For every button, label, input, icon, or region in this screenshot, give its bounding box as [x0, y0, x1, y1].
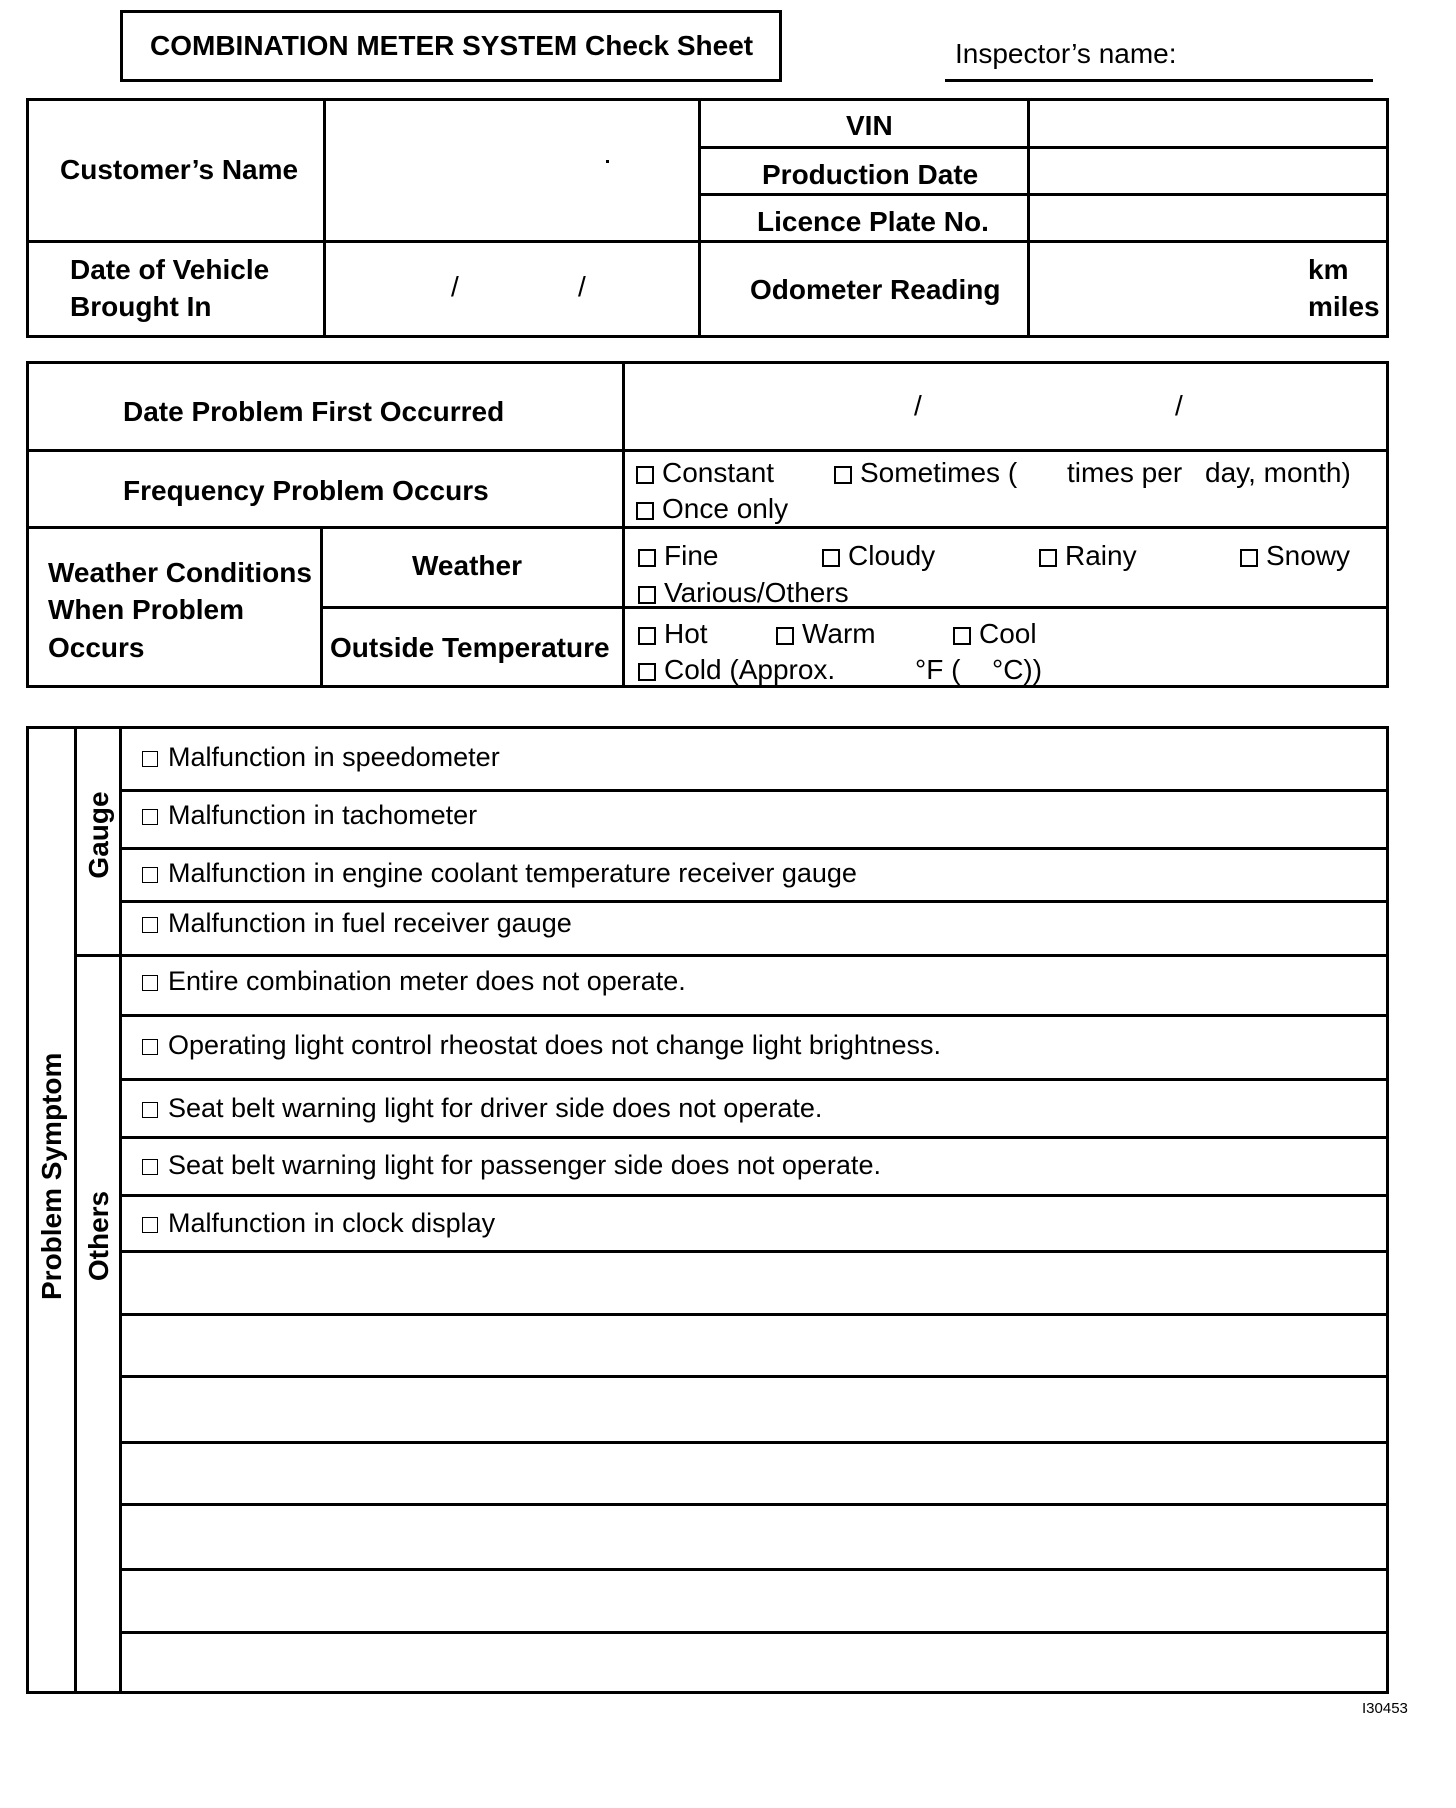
gauge-section-label: Gauge [83, 791, 114, 879]
frequency-label: Frequency Problem Occurs [123, 475, 489, 506]
customer-name-label: Customer’s Name [60, 154, 299, 185]
odometer-label: Odometer Reading [750, 274, 1001, 305]
checkbox-sometimes[interactable] [834, 466, 852, 484]
symptom-passenger-seat-belt[interactable]: Seat belt warning light for passenger side does not operate. [142, 1150, 881, 1181]
frequency-times-per-text: times per [1067, 457, 1183, 488]
odometer-unit-miles: miles [1308, 291, 1380, 322]
figure-id: I30453 [1362, 1700, 1408, 1717]
weather-conditions-label-line3: Occurs [48, 632, 145, 663]
symptom-driver-seat-belt[interactable]: Seat belt warning light for driver side does not operate. [142, 1093, 822, 1124]
weather-fine-option[interactable]: Fine [638, 540, 718, 572]
temp-warm-option[interactable]: Warm [776, 618, 876, 650]
checkbox-entire-meter[interactable] [142, 975, 158, 991]
temp-cool-option[interactable]: Cool [953, 618, 1037, 650]
symptom-coolant-gauge[interactable]: Malfunction in engine coolant temperature receiver gauge [142, 858, 857, 889]
vin-field[interactable] [1031, 102, 1385, 146]
production-date-field[interactable] [1031, 150, 1385, 193]
symptom-speedometer[interactable]: Malfunction in speedometer [142, 742, 500, 773]
licence-plate-label: Licence Plate No. [757, 206, 989, 237]
temp-hot-option[interactable]: Hot [638, 618, 708, 650]
weather-cloudy-option[interactable]: Cloudy [822, 540, 935, 572]
checkbox-once-only[interactable] [636, 502, 654, 520]
checkbox-speedometer[interactable] [142, 751, 158, 767]
symptom-tachometer[interactable]: Malfunction in tachometer [142, 800, 477, 831]
date-brought-in-field[interactable] [327, 244, 697, 334]
frequency-sometimes-option[interactable]: Sometimes ( [834, 457, 1017, 489]
inspector-name-field[interactable] [945, 79, 1373, 82]
weather-conditions-label-line1: Weather Conditions [48, 557, 312, 588]
weather-snowy-option[interactable]: Snowy [1240, 540, 1350, 572]
weather-rainy-option[interactable]: Rainy [1039, 540, 1137, 572]
checkbox-driver-seat-belt[interactable] [142, 1102, 158, 1118]
outside-temperature-label: Outside Temperature [330, 632, 610, 663]
date-brought-in-label-line1: Date of Vehicle [70, 254, 270, 285]
checkbox-various-others[interactable] [638, 586, 656, 604]
checkbox-rheostat[interactable] [142, 1039, 158, 1055]
date-brought-in-label-line2: Brought In [70, 291, 212, 322]
odometer-field[interactable] [1031, 244, 1301, 334]
date-first-occurred-separator-1: / [914, 390, 922, 421]
checkbox-snowy[interactable] [1240, 549, 1258, 567]
production-date-label: Production Date [762, 159, 979, 190]
odometer-unit-km: km [1308, 254, 1349, 285]
blank-symptom-row[interactable] [123, 1378, 1385, 1441]
weather-label: Weather [412, 550, 522, 581]
temp-cold-fahrenheit-text: °F ( [915, 654, 961, 685]
date-first-occurred-separator-2: / [1175, 390, 1183, 421]
others-section-label: Others [83, 1190, 114, 1282]
checkbox-clock-display[interactable] [142, 1217, 158, 1233]
date-brought-in-separator-1: / [451, 271, 459, 302]
weather-various-others-option[interactable]: Various/Others [638, 577, 849, 609]
checkbox-warm[interactable] [776, 627, 794, 645]
inspector-name-label: Inspector’s name: [955, 38, 1177, 69]
problem-symptom-section-label: Problem Symptom [36, 1052, 67, 1300]
date-brought-in-separator-2: / [578, 271, 586, 302]
blank-symptom-row[interactable] [123, 1316, 1385, 1375]
date-first-occurred-field[interactable] [626, 365, 1385, 449]
temp-cold-celsius-text: °C)) [992, 654, 1043, 685]
frequency-once-only-option[interactable]: Once only [636, 493, 788, 525]
vin-label: VIN [846, 110, 893, 141]
symptom-fuel-gauge[interactable]: Malfunction in fuel receiver gauge [142, 908, 572, 939]
licence-plate-field[interactable] [1031, 197, 1385, 240]
stray-dot [606, 160, 609, 163]
sheet-title: COMBINATION METER SYSTEM Check Sheet [150, 30, 754, 61]
frequency-day-month-text: day, month) [1205, 457, 1351, 488]
checkbox-passenger-seat-belt[interactable] [142, 1159, 158, 1175]
checkbox-hot[interactable] [638, 627, 656, 645]
date-first-occurred-label: Date Problem First Occurred [123, 396, 505, 427]
checkbox-rainy[interactable] [1039, 549, 1057, 567]
frequency-constant-option[interactable]: Constant [636, 457, 774, 489]
checkbox-fuel-gauge[interactable] [142, 917, 158, 933]
checkbox-constant[interactable] [636, 466, 654, 484]
temp-cold-option[interactable]: Cold (Approx. [638, 654, 835, 686]
symptom-rheostat[interactable]: Operating light control rheostat does not change light brightness. [142, 1030, 941, 1061]
blank-symptom-row[interactable] [123, 1506, 1385, 1568]
symptom-clock-display[interactable]: Malfunction in clock display [142, 1208, 495, 1239]
checkbox-cool[interactable] [953, 627, 971, 645]
weather-conditions-label-line2: When Problem [48, 594, 245, 625]
blank-symptom-row[interactable] [123, 1444, 1385, 1503]
checkbox-cloudy[interactable] [822, 549, 840, 567]
blank-symptom-row[interactable] [123, 1571, 1385, 1631]
blank-symptom-row[interactable] [123, 1634, 1385, 1691]
blank-symptom-row[interactable] [123, 1253, 1385, 1313]
checkbox-tachometer[interactable] [142, 809, 158, 825]
checkbox-fine[interactable] [638, 549, 656, 567]
symptom-entire-meter[interactable]: Entire combination meter does not operate. [142, 966, 686, 997]
customer-name-field[interactable] [327, 102, 697, 239]
checkbox-cold[interactable] [638, 663, 656, 681]
checkbox-coolant-gauge[interactable] [142, 867, 158, 883]
